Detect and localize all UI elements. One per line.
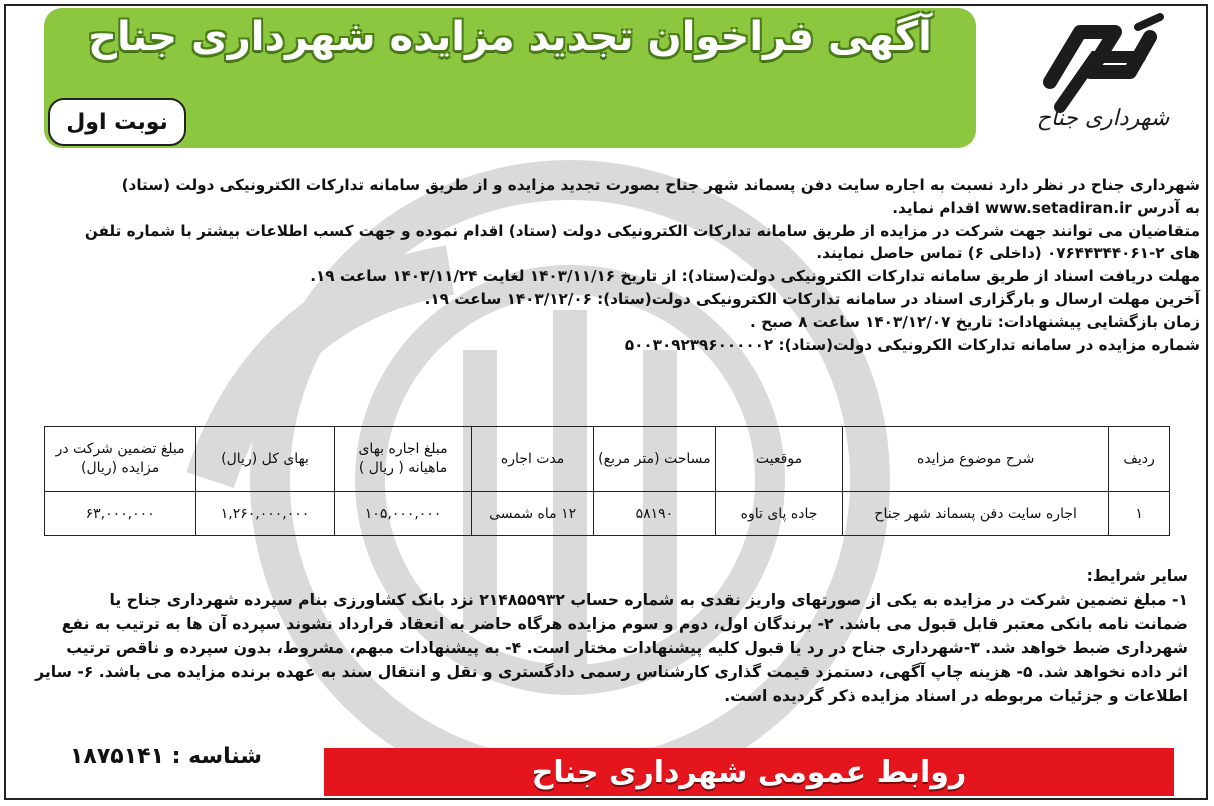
column-header: مبلغ تضمین شرکت در مزایده (ریال) bbox=[45, 427, 196, 492]
intro-line: به آدرس www.setadiran.ir اقدام نماید. bbox=[892, 198, 1200, 217]
table-cell: ۶۳,۰۰۰,۰۰۰ bbox=[45, 492, 196, 536]
table-cell: ۱ bbox=[1109, 492, 1170, 536]
public-relations-banner: روابط عمومی شهرداری جناح bbox=[324, 748, 1174, 796]
intro-line: شهرداری جناح در نظر دارد نسبت به اجاره سایت دفن پسماند شهر جناح بصورت تجدید مزایده و از طریق سامانه تدارکات الکترونیکی دولت (ستاد) bbox=[121, 176, 1200, 194]
conditions-heading: سایر شرایط: bbox=[1086, 567, 1188, 585]
condition-line: اثر داده نخواهد شد. ۵- هزینه چاپ آگهی، دستمزد قیمت گذاری کارشناس رسمی دادگستری و نقل و انتقال سند به عهده برنده مزایده می باشد. ۶- سایر bbox=[35, 663, 1188, 681]
column-header: مدت اجاره bbox=[472, 427, 594, 492]
column-header: بهای کل (ریال) bbox=[196, 427, 335, 492]
table-cell: ۵۸۱۹۰ bbox=[593, 492, 715, 536]
logo-caption: شهرداری جناح bbox=[1036, 106, 1170, 131]
condition-line: اطلاعات و جزئیات مربوطه در اسناد مزایده ذکر گردیده است. bbox=[724, 687, 1188, 705]
condition-line: ۱- مبلغ تضمین شرکت در مزایده به یکی از صورتهای واریز نقدی به شماره حساب ۲۱۴۸۵۵۹۳۲ نزد بانک کشاورزی بنام سپرده شهرداری جناح یا bbox=[109, 591, 1188, 609]
column-header: موقعیت bbox=[715, 427, 842, 492]
intro-line: زمان بازگشایی پیشنهادات: تاریخ ۱۴۰۳/۱۲/۰۷ ساعت ۸ صبح . bbox=[750, 312, 1200, 331]
table-cell: ۱۲ ماه شمسی bbox=[472, 492, 594, 536]
issue-badge: نوبت اول bbox=[48, 98, 186, 146]
municipality-logo-icon bbox=[1020, 12, 1180, 152]
column-header: مبلغ اجاره بهای ماهیانه ( ریال ) bbox=[334, 427, 471, 492]
table-cell: جاده پای تاوه bbox=[715, 492, 842, 536]
announcement-intro bbox=[40, 174, 1200, 356]
column-header: ردیف bbox=[1109, 427, 1170, 492]
condition-line: شهرداری ضبط خواهد شد. ۳-شهرداری جناح در رد یا قبول کلیه پیشنهادات مختار است. ۴- به پیشنهادات مبهم، مشروط، بدون سپرده و ناقص ترتیب bbox=[66, 639, 1188, 657]
intro-line: مهلت دریافت اسناد از طریق سامانه تدارکات الکترونیکی دولت(ستاد): از تاریخ ۱۴۰۳/۱۱/۱۶ لغایت ۱۴۰۳/۱۱/۲۴ ساعت ۱۹. bbox=[310, 267, 1200, 286]
page-title: آگهی فراخوان تجدید مزایده شهرداری جناح bbox=[88, 14, 932, 60]
intro-line: شماره مزایده در سامانه تدارکات الکرونیکی دولت(ستاد): ۵۰۰۳۰۹۲۳۹۶۰۰۰۰۰۲ bbox=[624, 335, 1200, 354]
table-row bbox=[45, 492, 1170, 536]
intro-line: متقاضیان می توانند جهت شرکت در مزایده از طریق سامانه تدارکات الکترونیکی دولت (ستاد) اقدام نموده و جهت کسب اطلاعات بیشتر با شماره تلفن bbox=[84, 221, 1200, 240]
intro-line: های ۲-۰۷۶۴۴۳۴۴۰۶۱ (داخلی ۶) تماس حاصل نمایند. bbox=[816, 244, 1200, 263]
table-cell: اجاره سایت دفن پسماند شهر جناح bbox=[843, 492, 1109, 536]
intro-line: آخرین مهلت ارسال و بارگزاری اسناد در سامانه تدارکات الکترونیکی دولت(ستاد): ۱۴۰۳/۱۲/۰۶ ساعت ۱۹. bbox=[424, 289, 1200, 308]
column-header: شرح موضوع مزایده bbox=[843, 427, 1109, 492]
auction-table bbox=[44, 426, 1170, 536]
table-cell: ۱۰۵,۰۰۰,۰۰۰ bbox=[334, 492, 471, 536]
table-cell: ۱,۲۶۰,۰۰۰,۰۰۰ bbox=[196, 492, 335, 536]
ad-identifier: شناسه : ۱۸۷۵۱۴۱ bbox=[70, 744, 262, 769]
other-conditions bbox=[28, 564, 1188, 708]
column-header: مساحت (متر مربع) bbox=[593, 427, 715, 492]
condition-line: ضمانت نامه بانکی معتبر قابل قبول می باشد. ۲- برندگان اول، دوم و سوم مزایده هرگاه حاضر به انعقاد قرارداد نشوند سپرده آن ها به ترتیب به نفع bbox=[61, 615, 1188, 633]
table-header-row bbox=[45, 427, 1170, 492]
